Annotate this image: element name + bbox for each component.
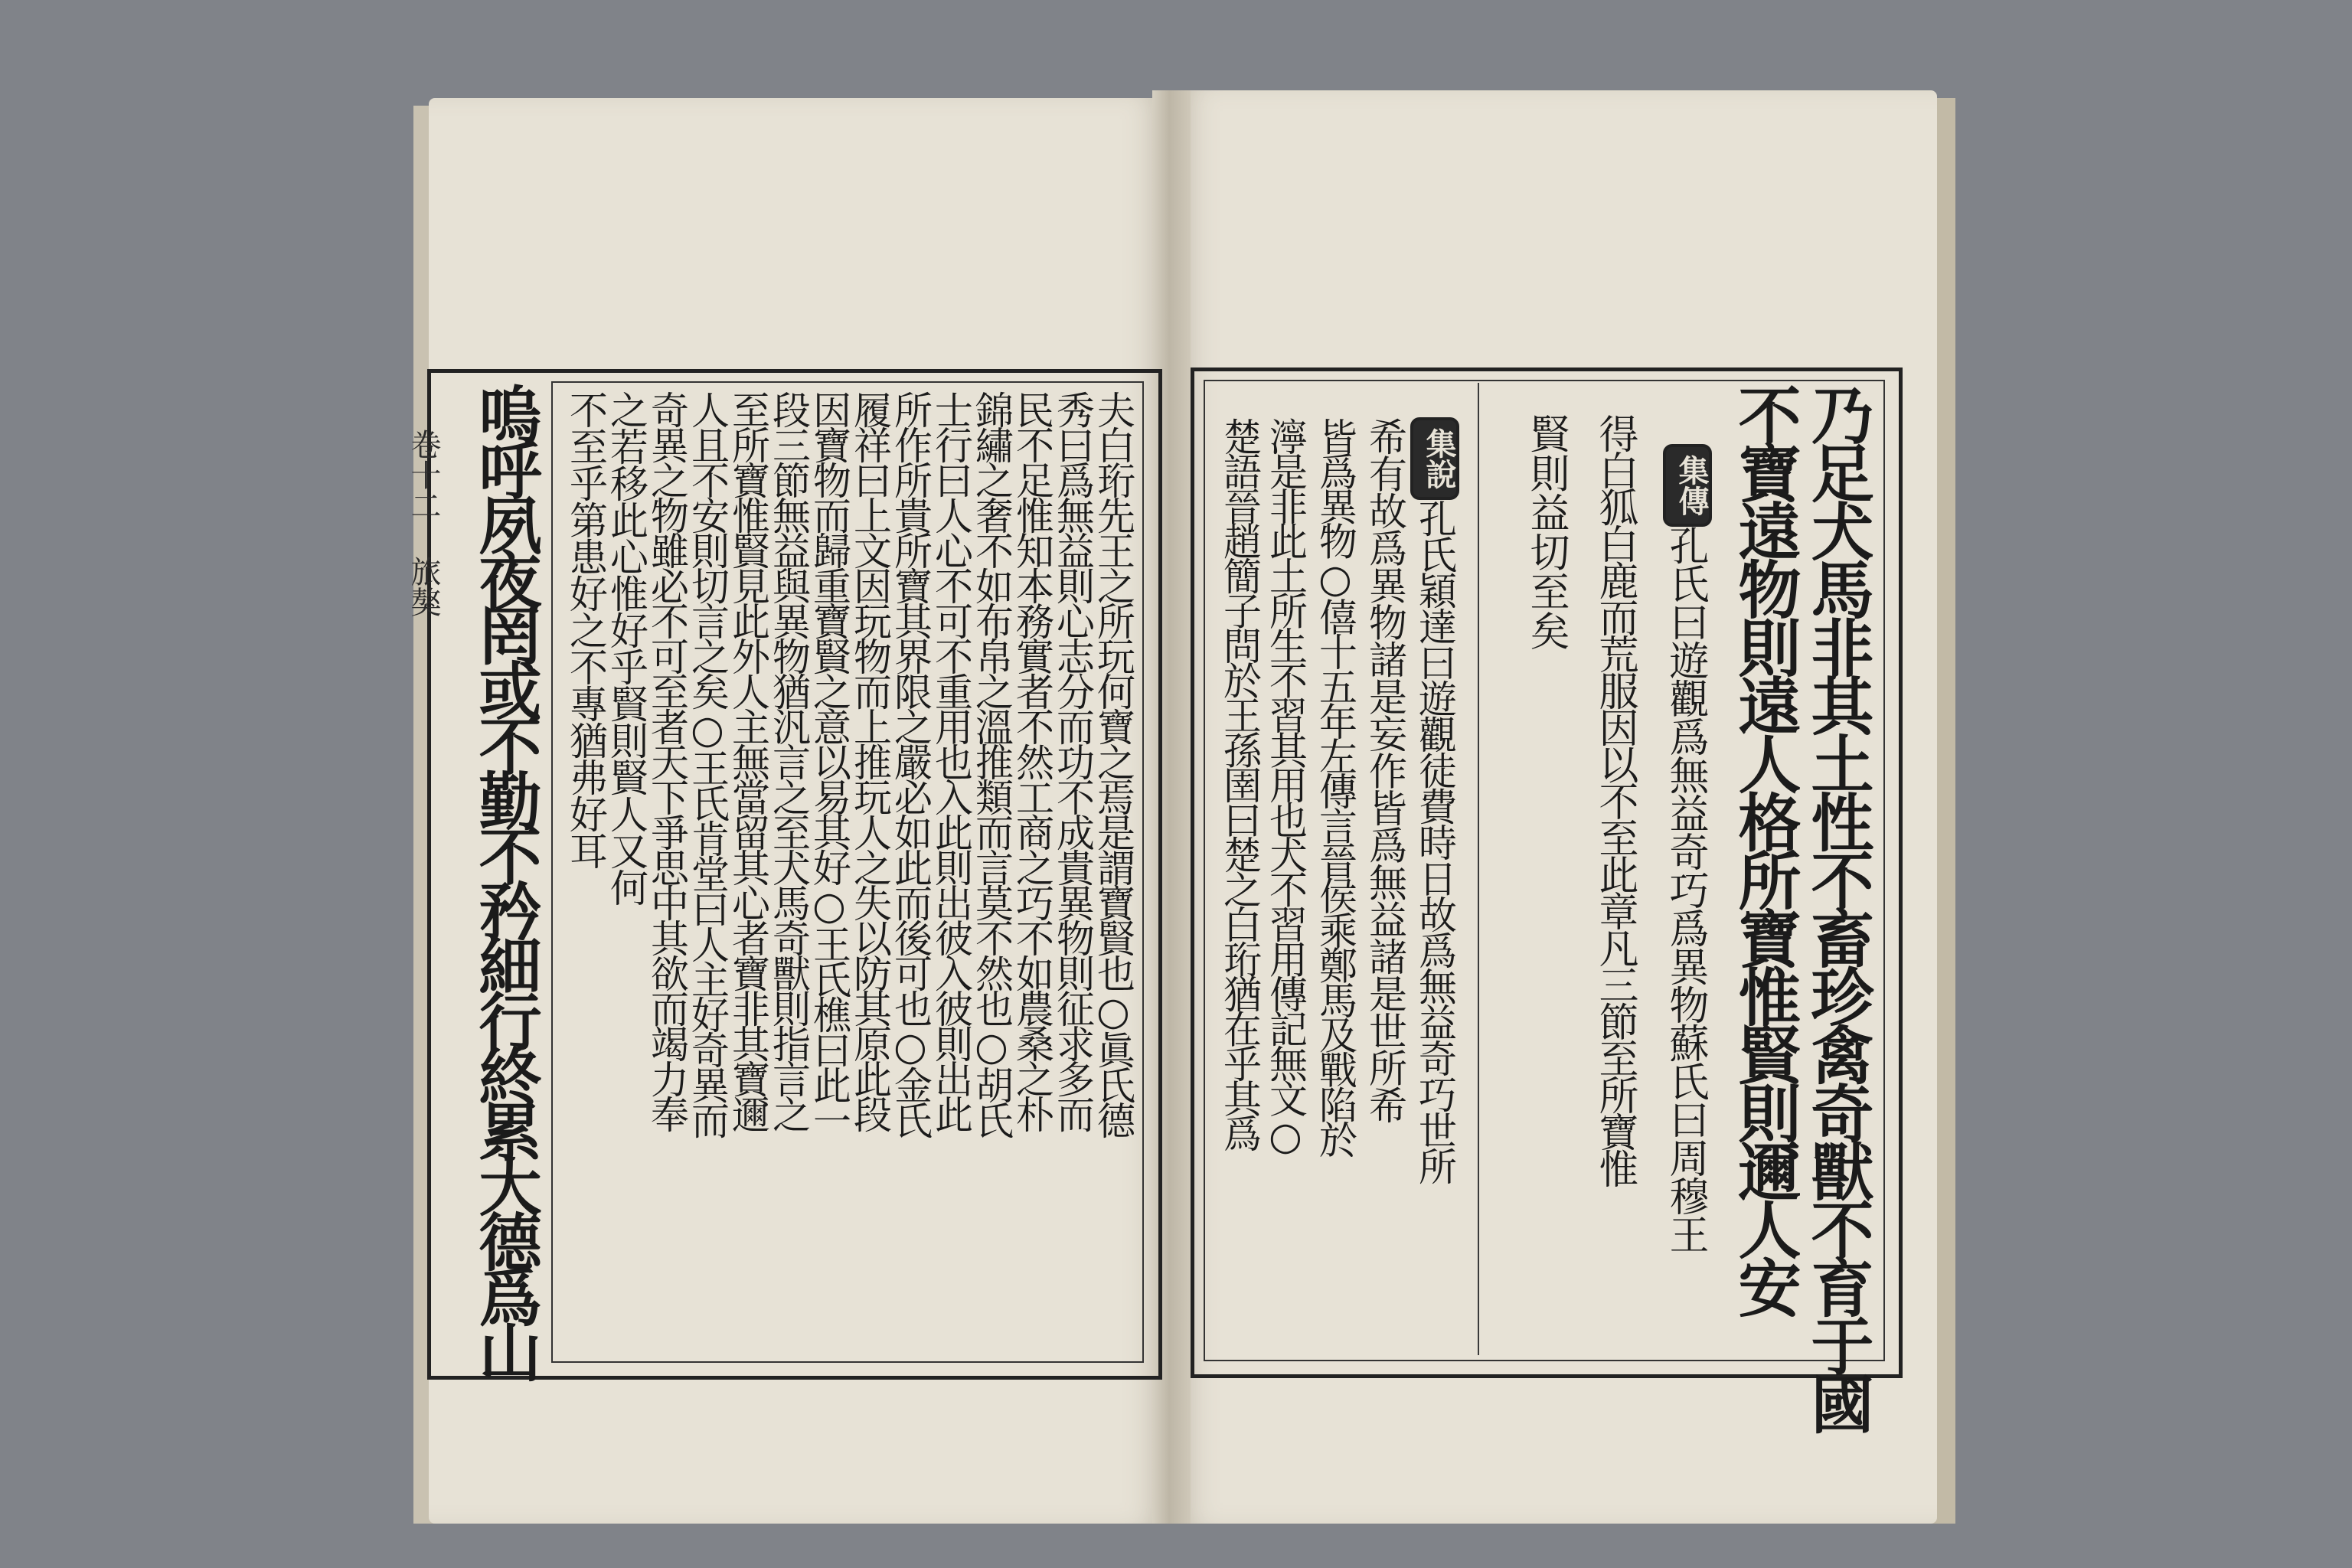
left-commentary-line-14: 不至乎第患好之不專猶弗好耳 [564, 390, 608, 868]
left-commentary-line-2: 秀曰爲無益則心志分而功不成貴異物則征求多而 [1050, 390, 1095, 1130]
left-main-text: 嗚呼夙夜罔或不勤不矜細行終累大德爲山 [469, 383, 542, 1375]
commentary-b-line-1: 孔氏穎達曰遊觀徒費時日故爲無益奇巧世所 [1413, 499, 1457, 1183]
left-commentary-line-10: 至所寶惟賢見此外人主無當留其心者寶非其寶邇 [726, 390, 770, 1130]
label-jizhuan: 集傳 [1663, 444, 1712, 527]
main-text-line-1: 乃足犬馬非其土性不畜珍禽奇獸不育于國 [1801, 383, 1874, 1430]
left-commentary-line-12: 奇異之物雖必不可至者天下爭思中其欲而竭力奉 [645, 390, 689, 1130]
main-text-line-2: 不寶遠物則遠人格所寶惟賢則邇人安 [1728, 383, 1802, 1314]
commentary-b-line-2: 希有故爲異物諸是妄作皆爲無益諸是世所希 [1363, 417, 1407, 1123]
commentary-b-line-3: 皆爲異物○僖十五年左傳言晉侯乘鄭馬及戰陷於 [1313, 417, 1357, 1155]
label-jishuo: 集說 [1410, 417, 1459, 500]
column-rule [1478, 383, 1479, 1355]
left-commentary-line-6: 所作所貴所寶其界限之嚴必如此而後可也○金氏 [888, 390, 933, 1136]
left-commentary-line-13: 之若移此心惟好乎賢則賢人又何 [604, 390, 648, 905]
left-commentary-line-1: 夫白珩先王之所玩何寶之焉是謂寶賢也○眞氏德 [1091, 390, 1135, 1136]
margin-label: 卷十二 旅獒 [406, 429, 441, 617]
commentary-a-line-2: 得白狐白鹿而荒服因以不至此章凡三節至所寶惟 [1592, 413, 1638, 1185]
commentary-a-line-1: 孔氏曰遊觀爲無益奇巧爲異物蘇氏曰周穆王 [1662, 525, 1708, 1253]
left-commentary-line-11: 人且不安則切言之矣○王氏肯堂曰人主好奇異而 [685, 390, 730, 1136]
left-commentary-line-8: 因寶物而歸重寶賢之意以易其好○王氏樵曰此一 [807, 390, 851, 1136]
left-commentary-line-5: 士行曰人心不可不重用也入此則出彼入彼則出此 [929, 390, 973, 1130]
left-commentary-line-4: 錦繡之奢不如布帛之溫推類而言莫不然也○胡氏 [969, 390, 1014, 1136]
commentary-a-line-3: 賢則益切至矣 [1523, 413, 1569, 650]
left-commentary-line-9: 段三節無益與異物猶汎言之至犬馬奇獸則指言之 [766, 390, 811, 1130]
left-commentary-line-3: 民不足惟知本務實者不然工商之巧不如農桑之朴 [1010, 390, 1054, 1130]
commentary-b-line-4: 濘是非此土所生不習其用也犬不習用傳記無文○ [1263, 417, 1308, 1155]
left-commentary-line-7: 履祥曰上文因玩物而上推玩人之失以防其原此段 [848, 390, 892, 1130]
commentary-b-line-5: 楚語晉趙簡子問於王孫圉曰楚之白珩猶在乎其爲 [1217, 417, 1262, 1149]
